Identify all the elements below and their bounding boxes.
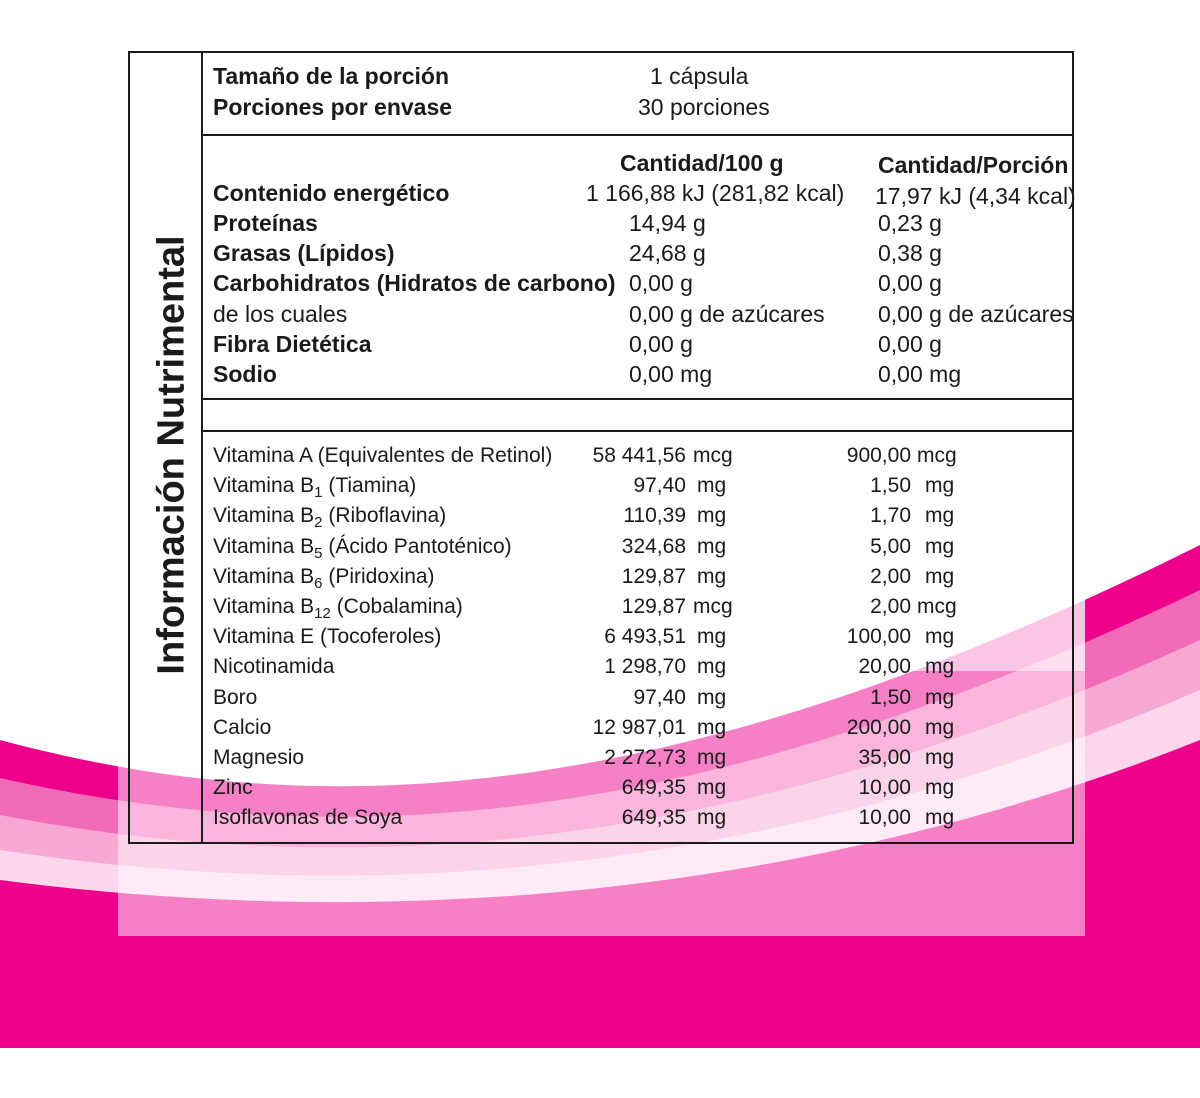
vitamin-per-serving: 20,00 — [858, 655, 911, 679]
vitamin-per-serving: 900,00 — [846, 444, 911, 467]
vitamin-row — [213, 532, 973, 562]
vitamin-unit100: mg — [697, 534, 727, 558]
nutrient-name: Carbohidratos (Hidratos de carbono) — [213, 270, 616, 296]
nutrient-per100: 24,68 g — [629, 240, 706, 266]
nutrient-row — [213, 299, 1073, 329]
vitamin-unit-serving: mg — [925, 715, 955, 739]
nutrient-per-serving: 0,00 mg — [878, 361, 962, 387]
vitamin-per-serving: 2,00 — [870, 595, 911, 618]
nutrient-per100: 0,00 g de azúcares — [629, 301, 825, 327]
vitamin-name: Vitamina $B_1$ (Tiamina) — [213, 474, 417, 502]
nutrient-per-serving: 0,00 g — [878, 270, 942, 296]
nutrient-name: Contenido energético — [213, 180, 450, 206]
vitamin-row — [213, 592, 973, 622]
nutrient-per-serving: 17,97 kJ (4,34 kcal) — [875, 183, 1076, 209]
vitamin-name: Vitamina $B_{12}$ (Cobalamina) — [213, 595, 463, 622]
vitamin-unit100: mg — [697, 715, 727, 739]
nutrient-name: de los cuales — [213, 301, 348, 327]
vitamin-per-serving: 1,50 — [870, 474, 911, 498]
vitamin-per100: 2 272,73 — [604, 746, 686, 769]
nutrient-row — [213, 268, 1073, 298]
vitamin-name: Vitamina E (Tocoferoles) — [213, 625, 442, 649]
vitamin-unit100: mg — [697, 474, 727, 498]
nutrient-per100: 0,00 g — [629, 331, 693, 357]
nutrient-row — [213, 178, 1076, 209]
vitamin-unit100: mg — [697, 655, 727, 679]
nutrient-name: Fibra Dietética — [213, 331, 372, 357]
vitamin-per100: 97,40 — [633, 474, 686, 498]
vitamin-row — [213, 803, 973, 833]
nutrient-per-serving: 0,00 g de azúcares — [878, 301, 1074, 327]
vitamin-unit100: mcg — [693, 595, 733, 618]
vitamin-per100: 12 987,01 — [592, 715, 686, 739]
separator-serving — [203, 134, 1074, 136]
nutrient-per100: 1 166,88 kJ (281,82 kcal) — [586, 180, 845, 206]
vitamin-name: Magnesio — [213, 746, 305, 769]
nutrient-row — [213, 329, 1073, 359]
vitamin-per100: 649,35 — [621, 806, 686, 830]
vitamin-name: Vitamina $B_2$ (Riboflavina) — [213, 504, 447, 532]
vitamin-unit100: mg — [697, 806, 727, 830]
vitamin-per-serving: 5,00 — [870, 534, 911, 558]
servings-per-container-value: 30 porciones — [638, 94, 770, 120]
separator-nutrients — [203, 398, 1074, 400]
vitamin-per100: 97,40 — [633, 685, 686, 709]
vitamin-per-serving: 1,70 — [870, 504, 911, 528]
vitamin-per-serving: 1,50 — [870, 685, 911, 709]
vitamin-unit100: mg — [697, 564, 727, 588]
vitamin-unit-serving: mg — [925, 474, 955, 498]
nutrient-per-serving: 0,00 g — [878, 331, 942, 357]
vitamin-subscript: 6 — [314, 574, 323, 592]
nutrient-name: Grasas (Lípidos) — [213, 240, 395, 266]
vitamin-per-serving: 10,00 — [858, 776, 911, 800]
vitamin-per-serving: 10,00 — [858, 806, 911, 830]
nutrient-per100: 0,00 g — [629, 270, 693, 296]
vitamin-row — [213, 652, 973, 682]
vitamin-per-serving: 35,00 — [858, 746, 911, 769]
vitamin-unit100: mg — [697, 504, 727, 528]
vitamin-name: Nicotinamida — [213, 655, 335, 679]
vitamin-name: Vitamina $B_5$ (Ácido Pantoténico) — [213, 534, 512, 562]
side-title: Información Nutrimental — [150, 235, 193, 675]
vitamin-subscript: 5 — [314, 544, 323, 562]
vitamin-row — [213, 683, 973, 713]
vitamin-unit-serving: mg — [925, 685, 955, 709]
vitamin-unit100: mg — [697, 625, 727, 649]
vitamin-subscript: 1 — [314, 484, 323, 502]
vitamin-subscript: 2 — [314, 514, 323, 532]
vitamin-row — [213, 501, 973, 531]
vitamin-unit-serving: mg — [925, 564, 955, 588]
vitamin-name: Boro — [213, 685, 258, 709]
vitamin-unit-serving: mg — [925, 776, 955, 800]
serving-size-value: 1 cápsula — [650, 63, 749, 89]
vitamin-name: Vitamina $B_6$ (Piridoxina) — [213, 564, 435, 592]
nutrient-name: Proteínas — [213, 210, 318, 236]
nutrient-per100: 0,00 mg — [629, 361, 713, 387]
header-per-100g: Cantidad/100 g — [620, 150, 784, 176]
vitamin-per100: 649,35 — [621, 776, 686, 800]
vitamin-name: Isoflavonas de Soya — [213, 806, 403, 830]
vitamin-per100: 1 298,70 — [604, 655, 686, 679]
vitamin-row — [213, 562, 973, 592]
vitamin-unit-serving: mcg — [917, 444, 957, 467]
vitamin-unit-serving: mg — [925, 504, 955, 528]
nutrient-row — [213, 208, 1073, 238]
serving-size-label: Tamaño de la porción — [213, 63, 449, 89]
vitamin-per-serving: 2,00 — [870, 564, 911, 588]
vitamin-per100: 129,87 — [621, 564, 686, 588]
separator-vitamins — [203, 430, 1074, 432]
nutrient-row — [213, 359, 1073, 389]
vitamin-per100: 6 493,51 — [604, 625, 686, 649]
vitamin-row — [213, 713, 973, 743]
nutrient-name: Sodio — [213, 361, 277, 387]
vitamin-row — [213, 441, 973, 471]
vitamin-unit100: mg — [697, 685, 727, 709]
vitamin-per100: 110,39 — [623, 504, 686, 528]
vitamin-unit100: mg — [697, 746, 727, 769]
vitamin-row — [213, 471, 973, 501]
nutrient-per-serving: 0,23 g — [878, 210, 942, 236]
vitamin-unit-serving: mg — [925, 625, 955, 649]
vitamin-per100: 58 441,56 — [592, 444, 686, 467]
vitamin-per-serving: 100,00 — [846, 625, 911, 649]
vitamin-per-serving: 200,00 — [846, 715, 911, 739]
vitamin-name: Calcio — [213, 715, 272, 739]
vitamin-per100: 129,87 — [621, 595, 686, 618]
vitamin-unit-serving: mg — [925, 746, 955, 769]
nutrient-per-serving: 0,38 g — [878, 240, 942, 266]
vitamin-row — [213, 622, 973, 652]
vitamin-name: Vitamina A (Equivalentes de Retinol) — [213, 444, 553, 467]
vitamin-row — [213, 743, 973, 773]
vitamin-unit-serving: mg — [925, 655, 955, 679]
vitamin-unit-serving: mg — [925, 806, 955, 830]
vitamin-row — [213, 773, 973, 803]
vitamin-unit100: mcg — [693, 444, 733, 467]
header-per-serving: Cantidad/Porción — [878, 152, 1069, 178]
servings-per-container-label: Porciones por envase — [213, 94, 453, 120]
vitamin-unit-serving: mcg — [917, 595, 957, 618]
vitamin-unit-serving: mg — [925, 534, 955, 558]
vitamin-unit100: mg — [697, 776, 727, 800]
nutrient-row — [213, 238, 1073, 268]
vitamin-name: Zinc — [213, 776, 253, 800]
vitamin-subscript: 12 — [314, 605, 331, 622]
vitamin-per100: 324,68 — [621, 534, 686, 558]
nutrient-per100: 14,94 g — [629, 210, 706, 236]
